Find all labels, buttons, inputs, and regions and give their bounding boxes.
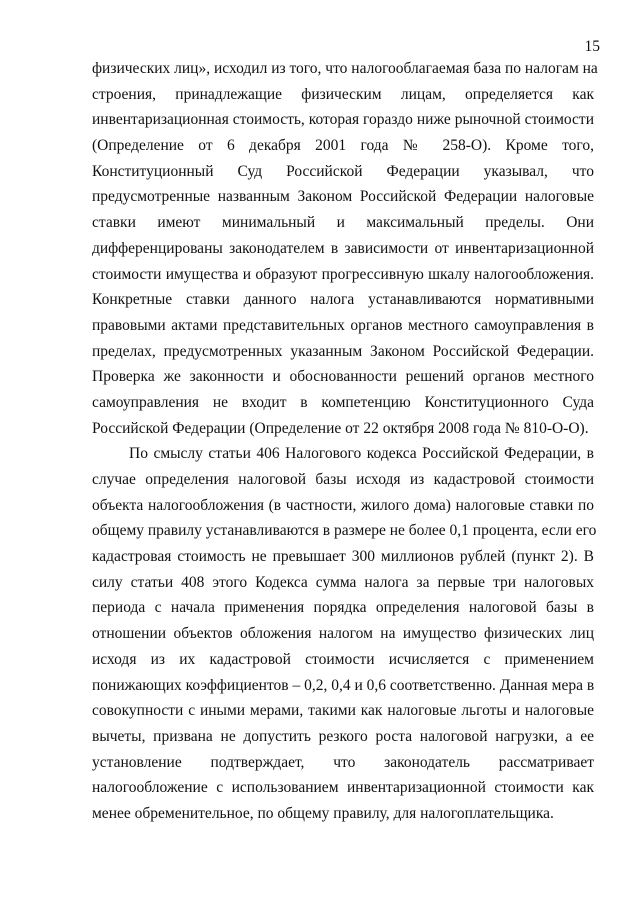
text-line: дифференцированы законодателем в зависимости от инвентаризационной: [92, 239, 594, 257]
text-line: (Определение от 6 декабря 2001 года № 258-О). Кроме того,: [92, 137, 594, 155]
text-line: понижающих коэффициентов – 0,2, 0,4 и 0,6 соответственно. Данная мера в: [92, 676, 595, 694]
page-number: 15: [584, 38, 600, 55]
text-line: самоуправления не входит в компетенцию Конституционного Суда: [92, 393, 594, 411]
text-line: пределах, предусмотренных указанным Законом Российской Федерации.: [92, 342, 594, 360]
text-line: вычеты, призвана не допустить резкого роста налоговой нагрузки, а ее: [92, 727, 594, 745]
text-line: Российской Федерации (Определение от 22 октября 2008 года № 810-О-О).: [92, 419, 589, 437]
text-line: Проверка же законности и обоснованности решений органов местного: [92, 368, 594, 386]
text-line: стоимости имущества и образуют прогрессивную шкалу налогообложения.: [92, 265, 594, 283]
text-line: общему правилу устанавливаются в размере не более 0,1 процента, если его: [92, 522, 597, 540]
text-line: периода с начала применения порядка определения налоговой базы в: [92, 599, 594, 617]
text-line: По смыслу статьи 406 Налогового кодекса Российской Федерации, в: [129, 445, 594, 463]
text-line: исходя из их кадастровой стоимости исчисляется с применением: [92, 650, 594, 668]
text-line: правовыми актами представительных органов местного самоуправления в: [92, 316, 594, 334]
text-line: Конституционный Суд Российской Федерации указывал, что: [92, 162, 594, 180]
text-line: объекта налогообложения (в частности, жилого дома) налоговые ставки по: [92, 496, 594, 514]
paragraph-1: [92, 56, 598, 441]
text-line: совокупности с иными мерами, такими как налоговые льготы и налоговые: [92, 702, 594, 720]
text-line: физических лиц», исходил из того, что налогооблагаемая база по налогам на: [92, 60, 598, 77]
text-line: установление подтверждает, что законодатель рассматривает: [92, 753, 594, 771]
text-line: отношении объектов обложения налогом на имущество физических лиц: [92, 625, 594, 643]
paragraph-2: [92, 441, 597, 826]
text-line: ставки имеют минимальный и максимальный пределы. Они: [92, 214, 594, 232]
text-line: инвентаризационная стоимость, которая гораздо ниже рыночной стоимости: [92, 111, 594, 129]
text-line: кадастровая стоимость не превышает 300 миллионов рублей (пункт 2). В: [92, 548, 594, 566]
text-line: налогообложение с использованием инвентаризационной стоимости как: [92, 779, 594, 797]
text-line: случае определения налоговой базы исходя из кадастровой стоимости: [92, 471, 594, 488]
document-body: [92, 56, 598, 827]
text-line: Конкретные ставки данного налога устанавливаются нормативными: [92, 291, 594, 309]
text-line: менее обременительное, по общему правилу, для налогоплательщика.: [92, 804, 554, 822]
text-line: силу статьи 408 этого Кодекса сумма налога за первые три налоговых: [92, 573, 594, 591]
text-line: предусмотренные названным Законом Российской Федерации налоговые: [92, 188, 594, 206]
text-line: строения, принадлежащие физическим лицам, определяется как: [92, 85, 594, 103]
